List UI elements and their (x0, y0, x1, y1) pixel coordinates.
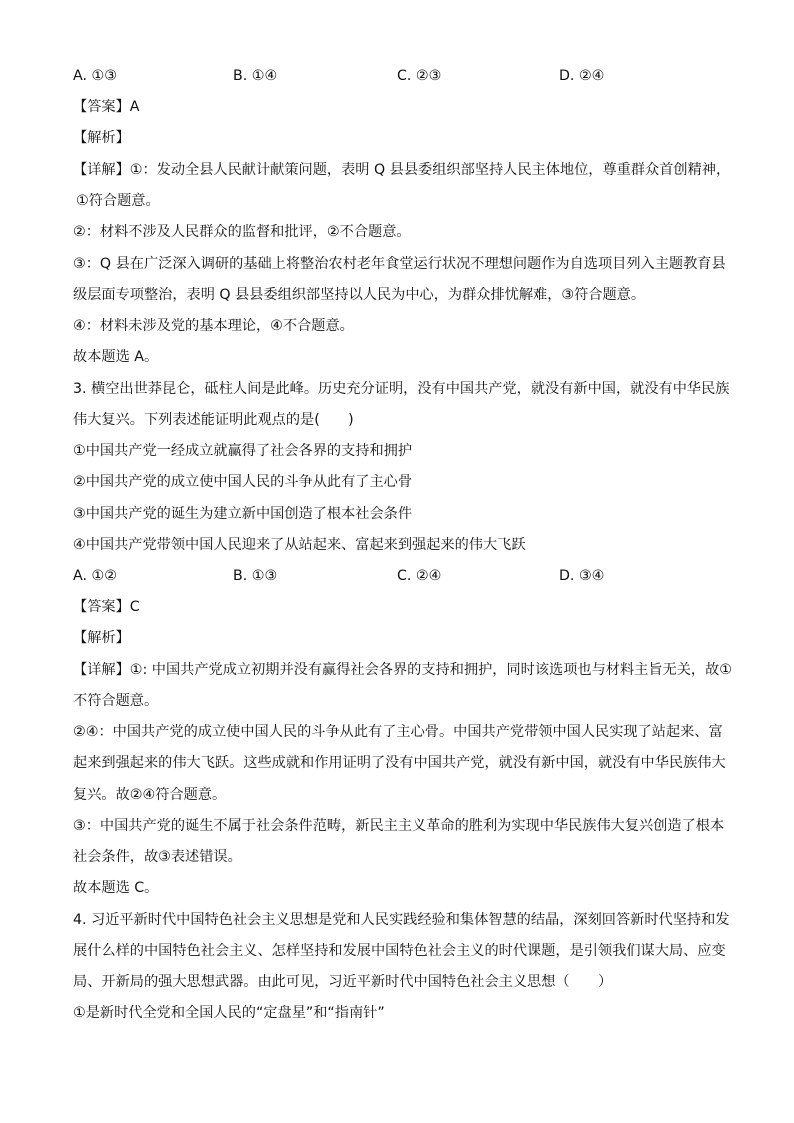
q2-detail-line-3: ②：材料不涉及人民群众的监督和批评，②不合题意。 (73, 224, 411, 240)
q3-option-d: D. ③④ (559, 568, 605, 584)
q3-item-1: ①中国共产党一经成立就赢得了社会各界的支持和拥护 (73, 443, 413, 459)
q3-option-c: C. ②④ (397, 568, 442, 584)
q2-detail-line-4: ③：Q 县在广泛深入调研的基础上将整治农村老年食堂运行状况不理想问题作为自选项目列入主题教育县 (73, 256, 726, 272)
q2-option-b: B. ①④ (233, 68, 278, 84)
q2-analysis-heading: 【解析】 (73, 130, 130, 146)
q3-analysis-heading: 【解析】 (73, 630, 130, 646)
q4-stem-line-2: 展什么样的中国特色社会主义、怎样坚持和发展中国特色社会主义的时代课题，是引领我们谋大局、应变 (73, 943, 726, 959)
q3-detail-line-6: ③：中国共产党的诞生不属于社会条件范畴，新民主主义革命的胜利为实现中华民族伟大复兴创造了根本 (73, 818, 725, 834)
q2-detail-line-5: 级层面专项整治，表明 Q 县县委组织部坚持以人民为中心，为群众排忧解难，③符合题意。 (73, 287, 646, 303)
q4-item-1: ①是新时代全党和全国人民的“定盘星”和“指南针” (73, 1005, 385, 1021)
q2-option-d: D. ②④ (559, 68, 605, 84)
q3-stem-line-1: 3. 横空出世莽昆仑，砥柱人间是此峰。历史充分证明，没有中国共产党，就没有新中国，就没有中华民族 (73, 381, 730, 397)
q3-conclusion: 故本题选 C。 (73, 880, 159, 896)
q2-detail-line-2: ①符合题意。 (76, 193, 160, 209)
q2-detail-line-1: 【详解】①：发动全县人民献计献策问题，表明 Q 县县委组织部坚持人民主体地位，尊重群众首创精神， (73, 162, 731, 178)
q3-item-2: ②中国共产党的成立使中国人民的斗争从此有了主心骨 (73, 474, 413, 490)
q2-detail-line-6: ④：材料未涉及党的基本理论，④不合题意。 (73, 318, 354, 334)
q2-options (73, 66, 723, 86)
q2-option-c: C. ②③ (397, 68, 442, 84)
q3-stem-line-2: 伟大复兴。下列表述能证明此观点的是( ) (73, 412, 354, 428)
q3-detail-line-2: 不符合题意。 (73, 693, 159, 709)
q3-item-3: ③中国共产党的诞生为建立新中国创造了根本社会条件 (73, 506, 413, 522)
q2-conclusion: 故本题选 A。 (73, 349, 159, 365)
q3-option-b: B. ①③ (233, 568, 278, 584)
q2-option-a: A. ①③ (73, 68, 117, 84)
q3-detail-line-4: 起来到强起来的伟大飞跃。这些成就和作用证明了没有中国共产党，就没有新中国，就没有中华民族伟大 (73, 755, 726, 771)
q3-detail-line-3: ②④：中国共产党的成立使中国人民的斗争从此有了主心骨。中国共产党带领中国人民实现了站起来、富 (73, 724, 723, 740)
q3-answer: 【答案】C (73, 599, 140, 615)
q3-detail-line-7: 社会条件，故③表述错误。 (73, 849, 242, 865)
q4-stem-line-1: 4. 习近平新时代中国特色社会主义思想是党和人民实践经验和集体智慧的结晶，深刻回答新时代坚持和发 (73, 912, 730, 928)
q3-options (73, 566, 723, 586)
q3-option-a: A. ①② (73, 568, 117, 584)
q3-item-4: ④中国共产党带领中国人民迎来了从站起来、富起来到强起来的伟大飞跃 (73, 537, 526, 553)
q2-answer: 【答案】A (73, 99, 140, 115)
q4-stem-line-3: 局、开新局的强大思想武器。由此可见，习近平新时代中国特色社会主义思想（ ） (73, 974, 613, 990)
q3-detail-line-5: 复兴。故②④符合题意。 (73, 787, 227, 803)
q3-detail-line-1: 【详解】①: 中国共产党成立初期并没有赢得社会各界的支持和拥护，同时该选项也与材料主旨无关，故① (73, 662, 732, 678)
